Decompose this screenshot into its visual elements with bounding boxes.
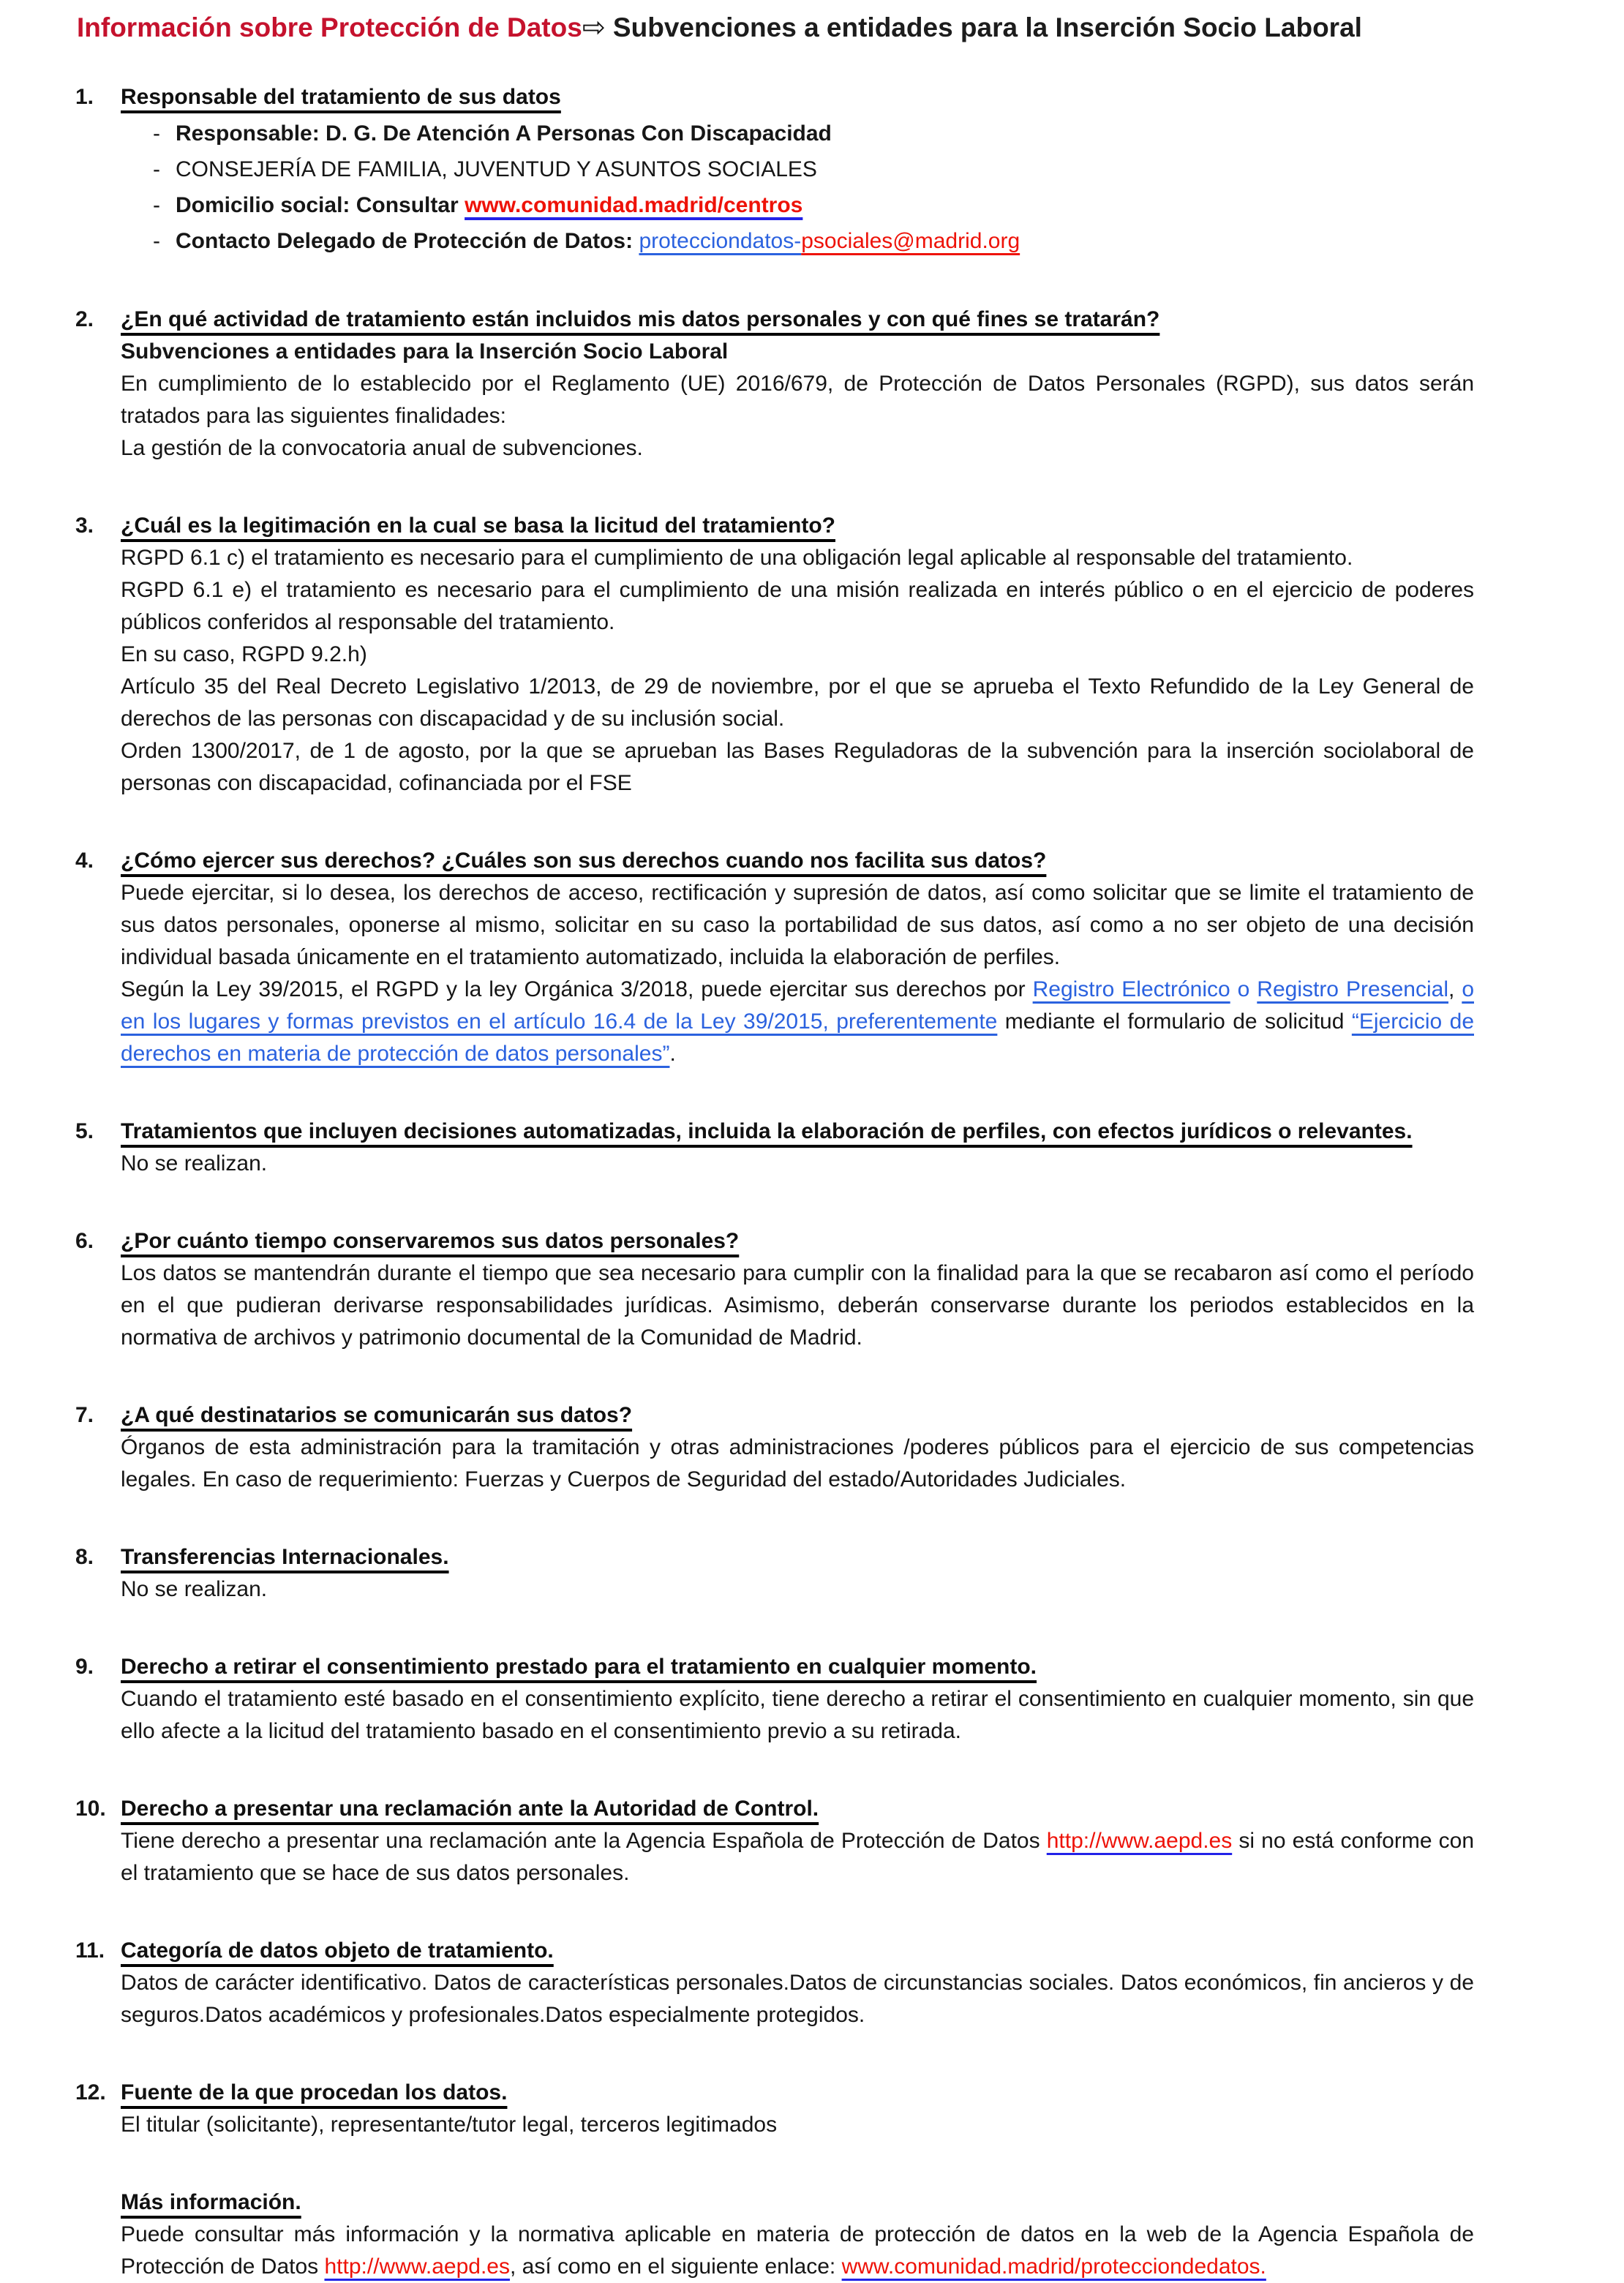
text-run: Según la Ley 39/2015, el RGPD y la ley Orgánica 3/2018, puede ejercitar sus derechos por (121, 977, 1033, 1001)
section-number: 7. (75, 1403, 94, 1427)
bullet-list (121, 116, 1474, 258)
section-number: 2. (75, 307, 94, 331)
text-run: Domicilio social: Consultar (176, 193, 465, 217)
hyperlink[interactable]: protecciondatos- (639, 229, 802, 253)
section-heading-text: Fuente de la que procedan los datos. (121, 2080, 508, 2105)
paragraph (121, 639, 1474, 671)
text-run: Subvenciones a entidades para la Inserción Socio Laboral (121, 339, 729, 364)
section-heading (121, 510, 1474, 542)
section-reclamacion (75, 1793, 1474, 1889)
paragraph (121, 1683, 1474, 1748)
title-text: Información sobre Protección de Datos (77, 12, 582, 42)
section-heading-text: ¿Por cuánto tiempo conservaremos sus datos personales? (121, 1229, 740, 1253)
section-heading (121, 1116, 1474, 1148)
section-retirar-consentimiento (75, 1651, 1474, 1748)
section-heading-text: Derecho a presentar una reclamación ante la Autoridad de Control. (121, 1797, 819, 1821)
text-run: No se realizan. (121, 1151, 268, 1176)
section-responsable (75, 81, 1474, 258)
section-heading-text: Categoría de datos objeto de tratamiento. (121, 1938, 554, 1963)
section-destinatarios (75, 1399, 1474, 1496)
text-run: Cuando el tratamiento esté basado en el consentimiento explícito, tiene derecho a retirar el consentimiento en cualquier momento, sin que ello afecte a la licitud del tratamiento basado en el consentimiento previo a su retirada. (121, 1687, 1474, 1743)
hyperlink[interactable]: http://www.aepd.es (324, 2254, 510, 2279)
section-heading-text: ¿Cómo ejercer sus derechos? ¿Cuáles son sus derechos cuando nos facilita sus datos? (121, 849, 1047, 873)
section-heading-text: Tratamientos que incluyen decisiones automatizadas, incluida la elaboración de perfiles, con efectos jurídicos o relevantes. (121, 1119, 1413, 1143)
document-title (77, 10, 1474, 45)
hyperlink[interactable]: “Ejercicio de derechos en materia de protección de datos personales” (121, 1009, 1474, 1066)
section-actividad (75, 304, 1474, 465)
section-number: 6. (75, 1229, 94, 1253)
hyperlink[interactable]: Registro Electrónico (1032, 977, 1230, 1001)
paragraph (121, 1967, 1474, 2031)
text-run: , (1448, 977, 1462, 1001)
section-heading (121, 1399, 1474, 1432)
title-text: Subvenciones a entidades para la Inserción Socio Laboral (605, 12, 1362, 42)
section-heading-text: Derecho a retirar el consentimiento prestado para el tratamiento en cualquier momento. (121, 1655, 1037, 1679)
bullet-item (121, 188, 1474, 222)
section-derechos (75, 845, 1474, 1070)
paragraph (121, 542, 1474, 574)
section-decisiones-automatizadas (75, 1116, 1474, 1180)
bullet-dash: - (153, 193, 160, 217)
text-run: , así como en el siguiente enlace: (509, 2254, 842, 2279)
paragraph (121, 1148, 1474, 1180)
text-run: Los datos se mantendrán durante el tiempo que sea necesario para cumplir con la finalidad para la que se recabaron así como el período en el que pudieran derivarse responsabilidades jurídicas. Asimismo, deberán conservarse durante los periodos establecidos en la normativa de archivos y patrimonio documental de la Comunidad de Madrid. (121, 1261, 1474, 1350)
text-run: Puede ejercitar, si lo desea, los derechos de acceso, rectificación y supresión de datos, así como solicitar que se limite el tratamiento de sus datos personales, oponerse al mismo, solicitar en su caso la portabilidad de sus datos, así como a no ser objeto de una decisión individual basada únicamente en el tratamiento automatizado, incluida la elaboración de perfiles. (121, 881, 1474, 969)
section-heading (121, 1225, 1474, 1257)
text-run: No se realizan. (121, 1577, 268, 1601)
hyperlink[interactable]: www.comunidad.madrid/centros (465, 193, 803, 217)
section-number: 3. (75, 514, 94, 538)
section-heading (121, 1541, 1474, 1573)
document-body (75, 81, 1474, 2283)
section-heading-text: ¿Cuál es la legitimación en la cual se basa la licitud del tratamiento? (121, 514, 835, 538)
section-mas-informacion (121, 2186, 1474, 2283)
section-transferencias (75, 1541, 1474, 1606)
paragraph (121, 671, 1474, 735)
hyperlink[interactable]: o en los lugares y formas previstos en el artículo 16.4 de la Ley 39/2015, preferentemente (121, 977, 1474, 1034)
section-heading-text: ¿En qué actividad de tratamiento están incluidos mis datos personales y con qué fines se tratarán? (121, 307, 1160, 331)
text-run: mediante el formulario de solicitud (997, 1009, 1352, 1034)
section-conservacion (75, 1225, 1474, 1354)
paragraph (121, 877, 1474, 974)
text-run: Contacto Delegado de Protección de Datos: (176, 229, 639, 253)
text-run: El titular (solicitante), representante/tutor legal, terceros legitimados (121, 2113, 778, 2137)
text-run: RGPD 6.1 e) el tratamiento es necesario para el cumplimiento de una misión realizada en interés público o en el ejercicio de poderes públicos conferidos al responsable del tratamiento. (121, 578, 1474, 634)
section-number: 8. (75, 1545, 94, 1569)
text-run: Tiene derecho a presentar una reclamación ante la Agencia Española de Protección de Datos (121, 1829, 1047, 1853)
section-number: 11. (75, 1938, 105, 1963)
text-run: Orden 1300/2017, de 1 de agosto, por la que se aprueban las Bases Reguladoras de la subvención para la inserción sociolaboral de personas con discapacidad, cofinanciada por el FSE (121, 739, 1474, 795)
paragraph (121, 1573, 1474, 1606)
right-arrow-icon: ⇨ (582, 11, 606, 43)
text-run: CONSEJERÍA DE FAMILIA, JUVENTUD Y ASUNTOS SOCIALES (176, 157, 817, 181)
section-number: 10. (75, 1797, 106, 1821)
text-run: En cumplimiento de lo establecido por el Reglamento (UE) 2016/679, de Protección de Datos Personales (RGPD), sus datos serán tratados para las siguientes finalidades: (121, 372, 1474, 428)
paragraph (121, 574, 1474, 639)
paragraph (121, 432, 1474, 465)
paragraph (121, 2219, 1474, 2283)
section-heading-text: Transferencias Internacionales. (121, 1545, 449, 1569)
section-heading (121, 845, 1474, 877)
text-run: o (1230, 977, 1258, 1001)
hyperlink[interactable]: psociales@madrid.org (801, 229, 1020, 253)
text-run: . (669, 1042, 676, 1066)
bullet-item (121, 116, 1474, 151)
text-run: Datos de carácter identificativo. Datos de características personales.Datos de circunstancias sociales. Datos económicos, fin ancieros y de seguros.Datos académicos y profesionales.Datos especialmente protegidos. (121, 1971, 1474, 2027)
section-number: 4. (75, 849, 94, 873)
paragraph (121, 974, 1474, 1070)
section-heading (121, 1651, 1474, 1683)
text-run: RGPD 6.1 c) el tratamiento es necesario para el cumplimiento de una obligación legal aplicable al responsable del tratamiento. (121, 546, 1353, 570)
section-number: 1. (75, 85, 94, 109)
bullet-item (121, 224, 1474, 258)
hyperlink[interactable]: www.comunidad.madrid/protecciondedatos. (841, 2254, 1266, 2279)
text-run: si no está conforme con el tratamiento que se hace de sus datos personales. (121, 1829, 1474, 1885)
paragraph (121, 1825, 1474, 1889)
section-heading (121, 304, 1474, 336)
section-heading (121, 2077, 1474, 2109)
section-heading-text: ¿A qué destinatarios se comunicarán sus datos? (121, 1403, 633, 1427)
section-categoria-datos (75, 1935, 1474, 2031)
paragraph (121, 2109, 1474, 2141)
section-heading (121, 2186, 1474, 2219)
bullet-item (121, 152, 1474, 187)
bullet-dash: - (153, 121, 160, 146)
text-run: En su caso, RGPD 9.2.h) (121, 642, 367, 666)
paragraph (121, 1257, 1474, 1354)
text-run: Órganos de esta administración para la tramitación y otras administraciones /poderes públicos para el ejercicio de sus competencias legales. En caso de requerimiento: Fuerzas y Cuerpos de Seguridad del estado/Autoridades Judiciales. (121, 1435, 1474, 1492)
bullet-dash: - (153, 157, 160, 181)
section-legitimacion (75, 510, 1474, 800)
text-run: Puede consultar más información y la normativa aplicable en materia de protección de datos en la web de la Agencia Española de Protección de Datos (121, 2222, 1474, 2279)
section-number: 9. (75, 1655, 94, 1679)
paragraph (121, 1432, 1474, 1496)
section-heading-text: Responsable del tratamiento de sus datos (121, 85, 561, 109)
paragraph (121, 368, 1474, 432)
section-number: 12. (75, 2080, 106, 2105)
bullet-dash: - (153, 229, 160, 253)
text-run: Responsable: D. G. De Atención A Personas Con Discapacidad (176, 121, 832, 146)
section-fuente-datos (75, 2077, 1474, 2141)
paragraph (121, 735, 1474, 800)
text-run: La gestión de la convocatoria anual de subvenciones. (121, 436, 643, 460)
hyperlink[interactable]: http://www.aepd.es (1046, 1829, 1233, 1853)
section-number: 5. (75, 1119, 94, 1143)
section-heading (121, 1935, 1474, 1967)
hyperlink[interactable]: Registro Presencial (1257, 977, 1449, 1001)
text-run: Artículo 35 del Real Decreto Legislativo 1/2013, de 29 de noviembre, por el que se aprueba el Texto Refundido de la Ley General de derechos de las personas con discapacidad y de su inclusión social. (121, 674, 1474, 731)
section-heading (121, 1793, 1474, 1825)
paragraph (121, 336, 1474, 368)
section-heading (121, 81, 1474, 113)
section-heading-text: Más información. (121, 2190, 301, 2214)
